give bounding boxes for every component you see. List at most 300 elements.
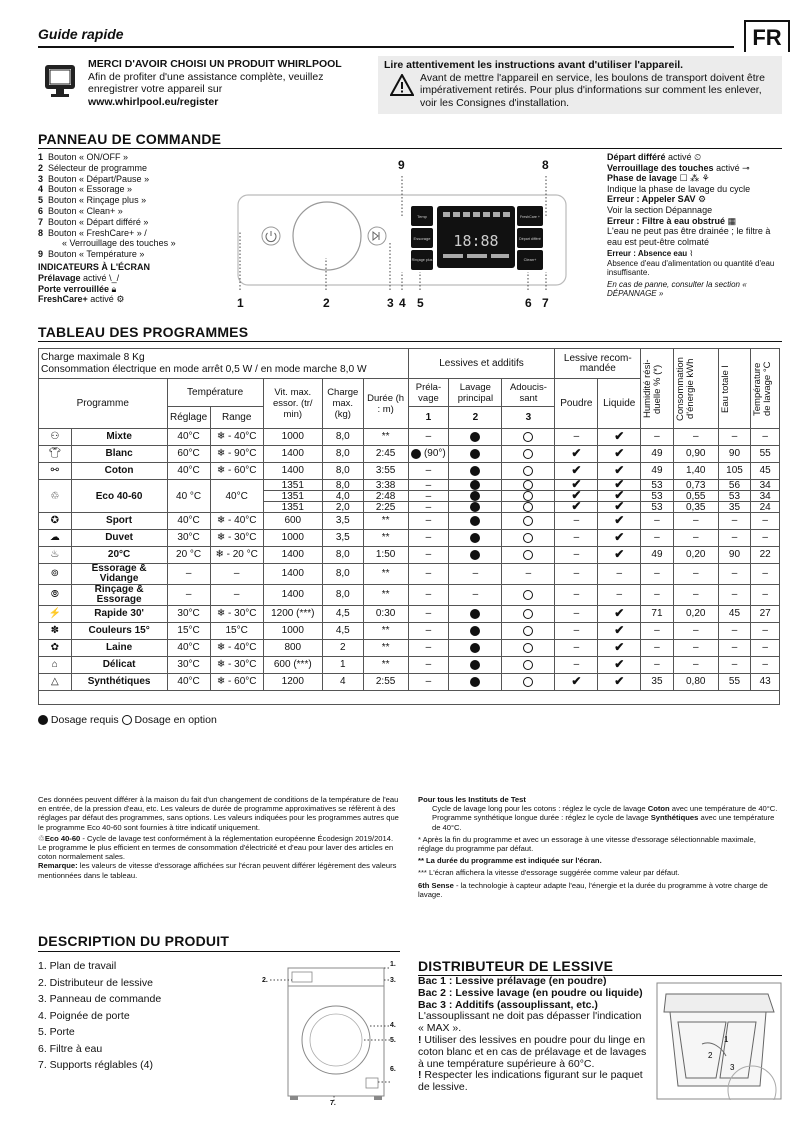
- indicator-text: activé: [83, 272, 107, 283]
- machine-callout-1: 1.: [390, 961, 396, 968]
- dispenser-heading: DISTRIBUTEUR DE LESSIVE: [418, 958, 614, 974]
- table-cell: ❄ - 30°C: [210, 530, 263, 547]
- table-cell: [502, 623, 555, 640]
- table-cell: 90: [718, 446, 751, 463]
- cell-value: –: [425, 589, 432, 600]
- program-icon: ⌂: [39, 657, 72, 674]
- cell-value: –: [425, 465, 432, 476]
- table-cell: 40°C: [167, 513, 210, 530]
- range-header: Range: [210, 407, 263, 429]
- cell-value: –: [425, 608, 432, 619]
- table-cell: 8,0: [322, 547, 363, 564]
- softener-header: Adoucis- sant: [502, 379, 555, 407]
- cell-value: –: [425, 642, 432, 653]
- check-icon: ✔: [614, 499, 625, 513]
- table-cell: –: [718, 640, 751, 657]
- table-cell: 1400: [263, 564, 322, 585]
- drawer-label-1: 1: [724, 1035, 729, 1044]
- table-cell: 49: [641, 463, 674, 480]
- legend-label: Erreur : Absence eau: [607, 249, 688, 259]
- check-icon: ✔: [614, 674, 625, 688]
- dosage-required-icon: [470, 449, 480, 459]
- cell-value: –: [425, 625, 432, 636]
- liquid-header: Liquide: [598, 379, 641, 429]
- table-cell: [502, 674, 555, 691]
- dosage-optional-icon: [523, 516, 533, 526]
- table-cell: **: [363, 530, 408, 547]
- cotton-label: Coton: [647, 804, 670, 814]
- warning-body: Avant de mettre l'appareil en service, les boulons de transport doivent être impérativement retirés. Pour plus d'informations sur comment les enlever, voir les Consignes d'installation.: [420, 71, 766, 109]
- table-cell: [555, 499, 598, 513]
- table-cell: 15°C: [167, 623, 210, 640]
- cell-value: –: [573, 532, 580, 543]
- table-cell: 2:45: [363, 446, 408, 463]
- table-cell: 56: [718, 480, 751, 491]
- table-cell: [502, 446, 555, 463]
- warning-icon: [390, 74, 414, 96]
- compartment-2: 2: [449, 407, 502, 429]
- table-cell: 8,0: [322, 585, 363, 606]
- machine-callout-4: 4.: [390, 1022, 396, 1029]
- table-cell: –: [673, 623, 718, 640]
- table-cell: 40°C: [167, 429, 210, 446]
- table-cell: 49: [641, 446, 674, 463]
- table-row: [39, 657, 780, 674]
- cell-value: –: [525, 568, 532, 579]
- control-item-number: 5: [38, 195, 44, 206]
- test-note-synthetic-temp: avec une température de 40°C.: [432, 813, 775, 832]
- table-cell: ❄ - 60°C: [210, 674, 263, 691]
- legend-label: Erreur : Appeler SAV: [607, 194, 696, 205]
- table-cell: [408, 606, 449, 623]
- control-item: [38, 174, 238, 185]
- program-icon: ☁: [39, 530, 72, 547]
- control-item: [38, 152, 238, 163]
- table-spacer-row: [39, 691, 780, 705]
- check-icon: ✔: [614, 606, 625, 620]
- table-cell: –: [673, 530, 718, 547]
- table-cell: **: [363, 564, 408, 585]
- note-remark: les valeurs de vitesse d'essorage affichées sur l'écran peuvent différer légèrement des valeurs mentionnées dans le tableau.: [38, 861, 397, 880]
- section-rule: [38, 951, 400, 952]
- table-cell: –: [167, 585, 210, 606]
- dosage-optional-icon: [523, 449, 533, 459]
- table-cell: 105: [718, 463, 751, 480]
- table-cell: [598, 623, 641, 640]
- table-cell: [598, 606, 641, 623]
- program-name: Synthétiques: [71, 674, 167, 691]
- dosage-optional-icon: [523, 590, 533, 600]
- table-row: [39, 623, 780, 640]
- callout-6: 6: [525, 296, 532, 310]
- table-cell: –: [718, 530, 751, 547]
- register-link[interactable]: www.whirlpool.eu/register: [88, 95, 219, 108]
- program-icon-eco: ♲: [39, 480, 72, 513]
- table-cell: –: [641, 513, 674, 530]
- table-cell: [449, 674, 502, 691]
- table-cell: [408, 463, 449, 480]
- control-item: [38, 206, 238, 217]
- control-item: [38, 195, 238, 206]
- product-part: 6. Filtre à eau: [38, 1042, 103, 1055]
- troubleshooting-note: En cas de panne, consulter la section « DÉPANNAGE »: [607, 279, 747, 299]
- table-cell: –: [210, 585, 263, 606]
- cell-value: –: [425, 676, 432, 687]
- table-cell: –: [718, 513, 751, 530]
- cell-value: –: [425, 515, 432, 526]
- detergents-header: Lessives et additifs: [408, 349, 555, 379]
- table-row: [39, 429, 780, 446]
- dosage-optional-icon: [523, 466, 533, 476]
- table-cell: [449, 491, 502, 502]
- product-part: 2. Distributeur de lessive: [38, 976, 153, 989]
- table-cell: 600 (***): [263, 657, 322, 674]
- table-cell: [408, 491, 449, 502]
- note-sixth-sense: - la technologie à capteur adapte l'eau, l'énergie et la durée du programme à votre charge de lavage.: [418, 880, 768, 899]
- program-name: 20°C: [71, 547, 167, 564]
- washing-machine-diagram: [260, 960, 410, 1110]
- register-note: [88, 58, 368, 108]
- thanks-title: MERCI D'AVOIR CHOISI UN PRODUIT WHIRLPOOL: [88, 58, 342, 70]
- table-cell: [502, 657, 555, 674]
- table-cell: –: [167, 564, 210, 585]
- control-item-number: 3: [38, 173, 44, 184]
- program-name: Sport: [71, 513, 167, 530]
- table-cell: –: [641, 623, 674, 640]
- section-rule: [38, 341, 782, 342]
- program-name: Eco 40-60: [71, 480, 167, 513]
- table-cell: [555, 513, 598, 530]
- table-cell: 2: [322, 640, 363, 657]
- check-icon: ✔: [614, 530, 625, 544]
- indicator-text: activé: [90, 294, 114, 305]
- table-cell: [449, 429, 502, 446]
- table-cell: –: [641, 530, 674, 547]
- program-name: Essorage & Vidange: [71, 564, 167, 585]
- prewash-icon: \_/: [109, 272, 120, 283]
- table-cell: [598, 674, 641, 691]
- cell-value: –: [425, 659, 432, 670]
- table-cell: [449, 446, 502, 463]
- program-icon: ⚇: [39, 429, 72, 446]
- indicator-prewash: [38, 273, 238, 284]
- table-cell: 8,0: [322, 429, 363, 446]
- check-icon: ✔: [571, 446, 582, 460]
- dosage-optional-icon: [122, 715, 132, 725]
- table-cell: 34: [751, 480, 780, 491]
- program-name: Mixte: [71, 429, 167, 446]
- table-cell: 1000: [263, 429, 322, 446]
- cell-value: –: [573, 659, 580, 670]
- table-cell: [502, 585, 555, 606]
- callout-1: 1: [237, 296, 244, 310]
- table-cell: [449, 530, 502, 547]
- table-cell: 55: [751, 446, 780, 463]
- callout-7: 7: [542, 296, 549, 310]
- table-cell: [502, 463, 555, 480]
- table-cell: [449, 657, 502, 674]
- table-cell: 1400: [263, 463, 322, 480]
- check-icon: ✔: [614, 446, 625, 460]
- table-cell: [598, 499, 641, 513]
- table-cell: [502, 491, 555, 502]
- control-item-number: 1: [38, 152, 44, 162]
- note-star2: ** La durée du programme est indiquée sur l'écran.: [418, 856, 602, 866]
- spin-header: Vit. max. essor. (tr/ min): [263, 379, 322, 429]
- table-cell: –: [673, 640, 718, 657]
- table-cell: [598, 530, 641, 547]
- spin-button-label: Essorage: [413, 236, 431, 241]
- table-cell: –: [718, 623, 751, 640]
- check-icon: ✔: [571, 499, 582, 513]
- check-icon: ✔: [614, 488, 625, 502]
- table-cell: [598, 429, 641, 446]
- check-icon: ✔: [614, 477, 625, 491]
- table-cell: –: [718, 564, 751, 585]
- indicator-freshcare: [38, 294, 238, 305]
- note-star3: *** L'écran affichera la vitesse d'essorage suggérée comme valeur par défaut.: [418, 868, 680, 878]
- control-item: [38, 228, 238, 239]
- table-cell: 24: [751, 502, 780, 513]
- header-rule: [38, 46, 734, 48]
- cell-value: –: [573, 515, 580, 526]
- table-cell: 40°C: [210, 480, 263, 513]
- table-cell: ❄ - 20 °C: [210, 547, 263, 564]
- table-cell: 1: [322, 657, 363, 674]
- table-cell: [555, 606, 598, 623]
- water-header: Eau totale l: [718, 349, 751, 429]
- table-cell: 8,0: [322, 446, 363, 463]
- table-cell: [555, 585, 598, 606]
- table-cell: –: [641, 657, 674, 674]
- table-cell: [449, 502, 502, 513]
- dosage-required-icon: [470, 677, 480, 687]
- program-icon: ✿: [39, 640, 72, 657]
- program-icon: △: [39, 674, 72, 691]
- table-cell: 2:55: [363, 674, 408, 691]
- table-cell: –: [718, 429, 751, 446]
- product-part: 3. Panneau de commande: [38, 993, 162, 1005]
- table-cell: [408, 502, 449, 513]
- program-icon: ✪: [39, 513, 72, 530]
- table-cell: –: [673, 657, 718, 674]
- program-name: Rinçage & Essorage: [71, 585, 167, 606]
- table-cell: –: [641, 585, 674, 606]
- filter-icon: ▦: [727, 215, 737, 226]
- dosage-required-icon: [470, 533, 480, 543]
- table-cell: 55: [718, 674, 751, 691]
- callout-leaders: [230, 172, 570, 298]
- table-cell: [502, 513, 555, 530]
- dosage-optional-icon: [523, 626, 533, 636]
- table-cell: 0,90: [673, 446, 718, 463]
- product-part: 4. Poignée de porte: [38, 1009, 130, 1022]
- check-icon: ✔: [571, 674, 582, 688]
- control-item-label: Bouton « ON/OFF »: [48, 152, 129, 162]
- note-eco-label: Eco 40-60: [44, 833, 81, 843]
- table-cell: 3:55: [363, 463, 408, 480]
- indicators-heading: INDICATEURS À L'ÉCRAN: [38, 261, 150, 272]
- table-cell: 1000: [263, 623, 322, 640]
- table-cell: 15°C: [210, 623, 263, 640]
- cell-value: –: [472, 568, 479, 579]
- legend-label: Phase de lavage: [607, 173, 678, 184]
- bac-1: Bac 1 : Lessive prélavage (en poudre): [418, 975, 607, 987]
- table-cell: [449, 513, 502, 530]
- dosage-required-icon: [470, 491, 480, 501]
- table-cell: ❄ - 30°C: [210, 606, 263, 623]
- program-icon: 👕︎: [39, 446, 72, 463]
- legend-text: L'eau ne peut pas être drainée ; le filtre à eau est peut-être colmaté: [607, 226, 771, 247]
- dosage-optional-icon: [523, 550, 533, 560]
- cell-value: –: [573, 625, 580, 636]
- prewash-90-cell: (90°): [411, 448, 446, 459]
- table-cell: 1200 (***): [263, 606, 322, 623]
- wash-temp-header: Température de lavage °C: [751, 349, 780, 429]
- sixth-sense-label: 6th Sense: [418, 880, 454, 890]
- program-table-heading: TABLEAU DES PROGRAMMES: [38, 324, 249, 340]
- program-name: Coton: [71, 463, 167, 480]
- program-name: Rapide 30': [71, 606, 167, 623]
- table-spacer: [39, 691, 780, 705]
- test-note-synthetic: Programme synthétique longue durée : réglez le cycle de lavage: [432, 813, 649, 823]
- table-cell: 20 °C: [167, 547, 210, 564]
- table-cell: [555, 640, 598, 657]
- dosage-legend: [38, 714, 217, 726]
- cell-value: –: [616, 589, 622, 600]
- control-item-label: Bouton « Départ différé »: [48, 216, 149, 227]
- display-digits: 18:88: [453, 232, 499, 250]
- program-name: Duvet: [71, 530, 167, 547]
- table-cell: [408, 446, 449, 463]
- product-heading: DESCRIPTION DU PRODUIT: [38, 933, 230, 949]
- table-row: [39, 530, 780, 547]
- note-remark-label: Remarque:: [38, 861, 78, 871]
- table-cell: [449, 640, 502, 657]
- dosage-required-icon: [411, 449, 421, 459]
- table-cell: 1000: [263, 530, 322, 547]
- safety-warning: [378, 56, 782, 114]
- cell-value: –: [425, 501, 432, 513]
- freshcare-button-label: FreshCare +: [519, 215, 541, 219]
- table-cell: [502, 530, 555, 547]
- main-wash-header: Lavage principal: [449, 379, 502, 407]
- table-cell: 4,0: [322, 491, 363, 502]
- table-cell: [449, 480, 502, 491]
- table-cell: [449, 564, 502, 585]
- table-cell: [408, 480, 449, 491]
- program-icon: ⚡: [39, 606, 72, 623]
- check-icon: ✔: [614, 463, 625, 477]
- table-cell: –: [751, 564, 780, 585]
- dosage-required-icon: [470, 466, 480, 476]
- table-cell: 1,40: [673, 463, 718, 480]
- table-cell: 0,73: [673, 480, 718, 491]
- machine-callout-6: 6.: [390, 1066, 396, 1073]
- table-cell: [449, 585, 502, 606]
- check-icon: ✔: [614, 640, 625, 654]
- table-cell: 45: [751, 463, 780, 480]
- control-item-number: 9: [38, 249, 44, 260]
- table-row: [39, 463, 780, 480]
- table-notes: [38, 795, 400, 880]
- program-icon: ⊚: [39, 564, 72, 585]
- language-badge: FR: [744, 20, 790, 52]
- page-title: Guide rapide: [38, 26, 124, 42]
- table-cell: [502, 547, 555, 564]
- thanks-body: Afin de profiter d'une assistance complète, veuillez enregistrer votre appareil sur: [88, 70, 324, 95]
- table-cell: 0,55: [673, 491, 718, 502]
- control-item-label: Bouton « Rinçage plus »: [48, 195, 147, 206]
- table-cell: 53: [641, 502, 674, 513]
- control-item: [38, 217, 238, 228]
- table-cell: [555, 446, 598, 463]
- table-cell: 0,80: [673, 674, 718, 691]
- table-row: [39, 564, 780, 585]
- table-cell: 40°C: [167, 463, 210, 480]
- table-cell: **: [363, 657, 408, 674]
- bac-3: Bac 3 : Additifs (assouplissant, etc.): [418, 998, 598, 1011]
- table-cell: **: [363, 623, 408, 640]
- callout-3: 3: [387, 296, 394, 310]
- table-cell: –: [751, 623, 780, 640]
- table-cell: 30°C: [167, 530, 210, 547]
- control-item: [38, 238, 238, 249]
- cell-value: –: [573, 642, 580, 653]
- tap-icon: ⌇: [689, 249, 694, 259]
- callout-9: 9: [398, 158, 405, 172]
- package-note: Respecter les indications figurant sur le paquet de lessive.: [418, 1069, 643, 1094]
- check-icon: ✔: [614, 513, 625, 527]
- duration-header: Durée (h : m): [363, 379, 408, 429]
- callout-2: 2: [323, 296, 330, 310]
- program-icon: ♨: [39, 547, 72, 564]
- powder-note: Utiliser des lessives en poudre pour du linge en coton blanc et en cas de prélavage et de lavages à une température supérieure à 60°C.: [418, 1033, 647, 1070]
- check-icon: ✔: [571, 477, 582, 491]
- product-part: 1. Plan de travail: [38, 960, 117, 972]
- machine-callout-5: 5.: [390, 1037, 396, 1044]
- legend-label: Verrouillage des touches: [607, 162, 714, 173]
- callout-4: 4: [399, 296, 406, 310]
- control-item: [38, 163, 238, 174]
- cell-value: –: [573, 431, 580, 442]
- cell-value: –: [573, 568, 580, 579]
- machine-callout-3: 3.: [390, 977, 396, 984]
- check-icon: ✔: [614, 657, 625, 671]
- table-cell: 1:50: [363, 547, 408, 564]
- legend-optional: Dosage en option: [134, 714, 217, 726]
- product-part: 7. Supports réglables (4): [38, 1059, 153, 1071]
- control-item-number: 4: [38, 184, 44, 195]
- dosage-optional-icon: [523, 677, 533, 687]
- table-cell: [598, 564, 641, 585]
- cell-value: –: [425, 549, 432, 560]
- dosage-required-icon: [470, 502, 480, 512]
- table-cell: [408, 657, 449, 674]
- indicator-door: [38, 284, 238, 295]
- synthetic-label: Synthétiques: [650, 813, 699, 823]
- table-row: [39, 513, 780, 530]
- table-cell: 71: [641, 606, 674, 623]
- table-cell: 45: [718, 606, 751, 623]
- table-cell: 2:48: [363, 491, 408, 502]
- table-cell: –: [751, 530, 780, 547]
- program-table: [38, 348, 780, 705]
- table-cell: [555, 429, 598, 446]
- table-cell: ❄ - 30°C: [210, 657, 263, 674]
- legend-label: Erreur : Filtre à eau obstrué: [607, 215, 726, 226]
- table-cell: 43: [751, 674, 780, 691]
